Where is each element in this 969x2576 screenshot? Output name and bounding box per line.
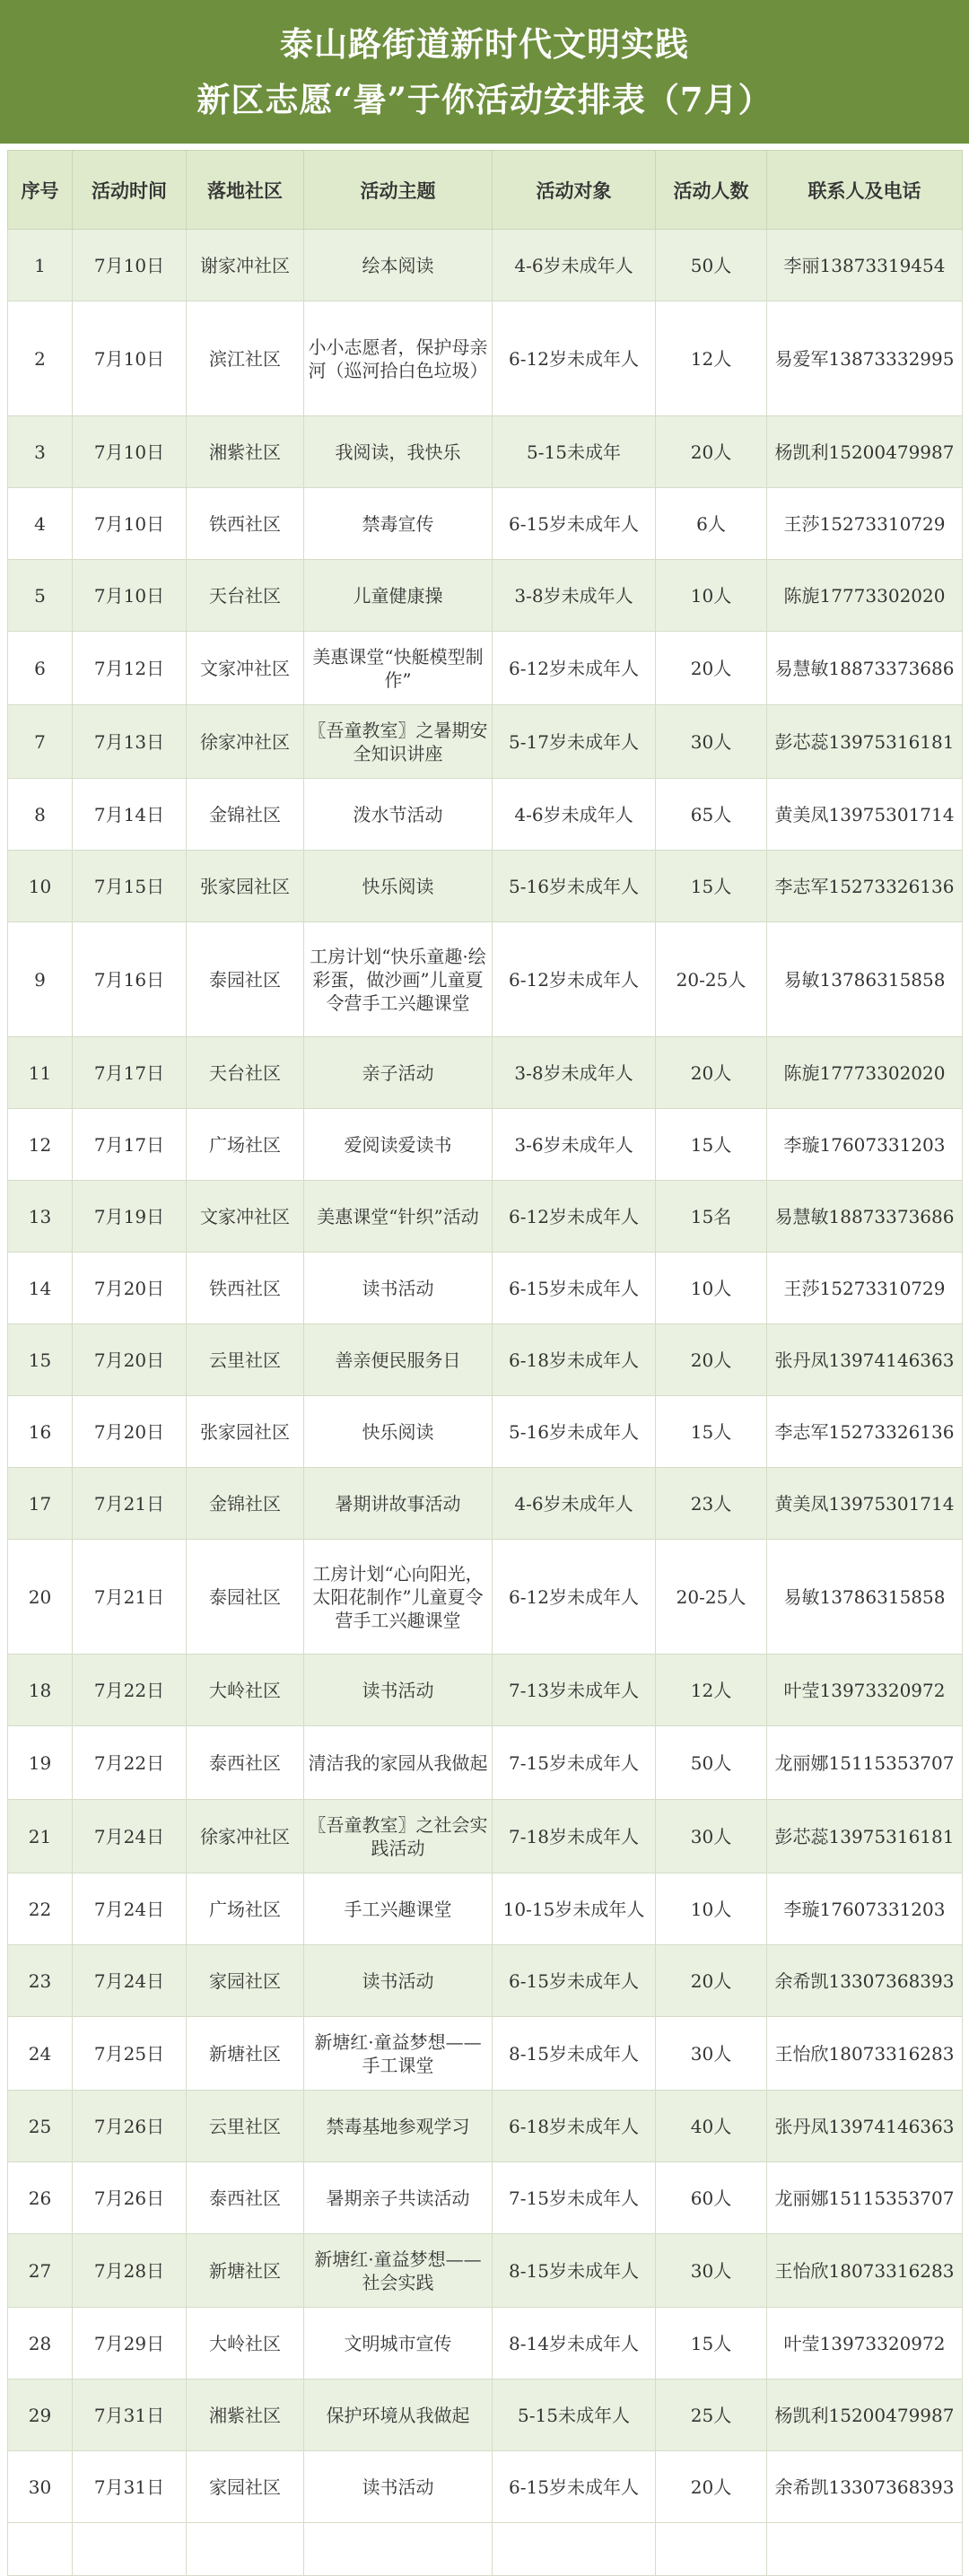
community-name: 天台社区 bbox=[187, 560, 304, 632]
activity-target: 3-8岁未成年人 bbox=[493, 1037, 656, 1109]
contact-info: 易慧敏18873373686 bbox=[767, 632, 963, 705]
activity-theme: 绘本阅读 bbox=[304, 230, 493, 301]
row-number: 7 bbox=[8, 705, 73, 779]
table-row bbox=[8, 2162, 963, 2234]
table-row bbox=[8, 2091, 963, 2162]
participant-count: 20人 bbox=[656, 1037, 767, 1109]
activity-target: 7-18岁未成年人 bbox=[493, 1800, 656, 1873]
contact-info: 龙丽娜15115353707 bbox=[767, 1726, 963, 1800]
contact-info: 易爱军13873332995 bbox=[767, 301, 963, 416]
activity-date: 7月29日 bbox=[73, 2308, 187, 2380]
activity-theme: 我阅读，我快乐 bbox=[304, 416, 493, 488]
table-row bbox=[8, 779, 963, 851]
participant-count: 40人 bbox=[656, 2091, 767, 2162]
table-row bbox=[8, 230, 963, 301]
contact-info: 王怡欣18073316283 bbox=[767, 2234, 963, 2308]
table-body bbox=[8, 230, 963, 2576]
activity-target: 6-18岁未成年人 bbox=[493, 1324, 656, 1396]
row-number: 24 bbox=[8, 2017, 73, 2091]
row-number: 13 bbox=[8, 1181, 73, 1253]
participant-count: 20人 bbox=[656, 2451, 767, 2523]
contact-info: 彭芯蕊13975316181 bbox=[767, 705, 963, 779]
participant-count: 65人 bbox=[656, 779, 767, 851]
participant-count: 30人 bbox=[656, 2017, 767, 2091]
activity-date: 7月17日 bbox=[73, 1037, 187, 1109]
row-number: 21 bbox=[8, 1800, 73, 1873]
contact-info: 王莎15273310729 bbox=[767, 488, 963, 560]
row-number: 12 bbox=[8, 1109, 73, 1181]
page-title: 泰山路街道新时代文明实践 bbox=[280, 24, 689, 64]
activity-target: 5-15未成年人 bbox=[493, 2380, 656, 2451]
table-row bbox=[8, 1324, 963, 1396]
row-number: 16 bbox=[8, 1396, 73, 1468]
participant-count: 12人 bbox=[656, 1655, 767, 1726]
activity-date: 7月24日 bbox=[73, 1945, 187, 2017]
activity-date: 7月20日 bbox=[73, 1324, 187, 1396]
activity-date: 7月22日 bbox=[73, 1726, 187, 1800]
participant-count: 20人 bbox=[656, 632, 767, 705]
activity-theme: 亲子活动 bbox=[304, 1037, 493, 1109]
table-row bbox=[8, 632, 963, 705]
empty-cell bbox=[73, 2523, 187, 2576]
community-name: 文家冲社区 bbox=[187, 1181, 304, 1253]
activity-date: 7月25日 bbox=[73, 2017, 187, 2091]
empty-cell bbox=[187, 2523, 304, 2576]
community-name: 家园社区 bbox=[187, 1945, 304, 2017]
column-header-no: 序号 bbox=[8, 151, 73, 230]
activity-date: 7月15日 bbox=[73, 851, 187, 922]
contact-info: 黄美凤13975301714 bbox=[767, 1468, 963, 1540]
participant-count: 15人 bbox=[656, 2308, 767, 2380]
participant-count: 10人 bbox=[656, 1873, 767, 1945]
participant-count: 50人 bbox=[656, 1726, 767, 1800]
table-row bbox=[8, 922, 963, 1037]
activity-date: 7月10日 bbox=[73, 230, 187, 301]
contact-info: 叶莹13973320972 bbox=[767, 1655, 963, 1726]
activity-theme: 文明城市宣传 bbox=[304, 2308, 493, 2380]
activity-target: 6-15岁未成年人 bbox=[493, 2451, 656, 2523]
table-row bbox=[8, 1873, 963, 1945]
row-number: 1 bbox=[8, 230, 73, 301]
activity-target: 7-15岁未成年人 bbox=[493, 1726, 656, 1800]
activity-theme: 快乐阅读 bbox=[304, 1396, 493, 1468]
table-row bbox=[8, 2451, 963, 2523]
participant-count: 20人 bbox=[656, 1324, 767, 1396]
table-row bbox=[8, 1181, 963, 1253]
activity-date: 7月14日 bbox=[73, 779, 187, 851]
contact-info: 王莎15273310729 bbox=[767, 1253, 963, 1324]
empty-cell bbox=[304, 2523, 493, 2576]
activity-date: 7月26日 bbox=[73, 2091, 187, 2162]
empty-cell bbox=[8, 2523, 73, 2576]
community-name: 湘紫社区 bbox=[187, 416, 304, 488]
table-row bbox=[8, 1253, 963, 1324]
column-header-date: 活动时间 bbox=[73, 151, 187, 230]
community-name: 新塘社区 bbox=[187, 2017, 304, 2091]
table-header-row bbox=[8, 151, 963, 230]
community-name: 云里社区 bbox=[187, 1324, 304, 1396]
activity-theme: 〖吾童教室〗之社会实践活动 bbox=[304, 1800, 493, 1873]
table-row bbox=[8, 560, 963, 632]
activity-theme: 工房计划“心向阳光，太阳花制作”儿童夏令营手工兴趣课堂 bbox=[304, 1540, 493, 1655]
row-number: 17 bbox=[8, 1468, 73, 1540]
row-number: 28 bbox=[8, 2308, 73, 2380]
row-number: 5 bbox=[8, 560, 73, 632]
row-number: 23 bbox=[8, 1945, 73, 2017]
row-number: 14 bbox=[8, 1253, 73, 1324]
row-number: 11 bbox=[8, 1037, 73, 1109]
participant-count: 20-25人 bbox=[656, 1540, 767, 1655]
row-number: 25 bbox=[8, 2091, 73, 2162]
community-name: 泰西社区 bbox=[187, 2162, 304, 2234]
community-name: 大岭社区 bbox=[187, 2308, 304, 2380]
activity-target: 6-18岁未成年人 bbox=[493, 2091, 656, 2162]
activity-date: 7月24日 bbox=[73, 1800, 187, 1873]
activity-theme: 快乐阅读 bbox=[304, 851, 493, 922]
community-name: 谢家冲社区 bbox=[187, 230, 304, 301]
participant-count: 60人 bbox=[656, 2162, 767, 2234]
community-name: 泰西社区 bbox=[187, 1726, 304, 1800]
activity-target: 8-14岁未成年人 bbox=[493, 2308, 656, 2380]
row-number: 8 bbox=[8, 779, 73, 851]
title-banner bbox=[0, 0, 969, 144]
community-name: 铁西社区 bbox=[187, 488, 304, 560]
participant-count: 6人 bbox=[656, 488, 767, 560]
community-name: 云里社区 bbox=[187, 2091, 304, 2162]
contact-info: 余希凯13307368393 bbox=[767, 1945, 963, 2017]
activity-theme: 工房计划“快乐童趣·绘彩蛋，做沙画”儿童夏令营手工兴趣课堂 bbox=[304, 922, 493, 1037]
column-header-count: 活动人数 bbox=[656, 151, 767, 230]
table-row bbox=[8, 851, 963, 922]
contact-info: 陈旎17773302020 bbox=[767, 560, 963, 632]
table-row bbox=[8, 1037, 963, 1109]
activity-target: 6-15岁未成年人 bbox=[493, 488, 656, 560]
activity-target: 8-15岁未成年人 bbox=[493, 2017, 656, 2091]
activity-date: 7月26日 bbox=[73, 2162, 187, 2234]
community-name: 滨江社区 bbox=[187, 301, 304, 416]
activity-target: 5-17岁未成年人 bbox=[493, 705, 656, 779]
activity-theme: 爱阅读爱读书 bbox=[304, 1109, 493, 1181]
table-row bbox=[8, 416, 963, 488]
row-number: 18 bbox=[8, 1655, 73, 1726]
row-number: 2 bbox=[8, 301, 73, 416]
activity-target: 5-16岁未成年人 bbox=[493, 851, 656, 922]
activity-date: 7月10日 bbox=[73, 488, 187, 560]
table-row bbox=[8, 1396, 963, 1468]
community-name: 金锦社区 bbox=[187, 1468, 304, 1540]
row-number: 10 bbox=[8, 851, 73, 922]
column-header-community: 落地社区 bbox=[187, 151, 304, 230]
table-row bbox=[8, 1945, 963, 2017]
activity-date: 7月22日 bbox=[73, 1655, 187, 1726]
activity-target: 3-8岁未成年人 bbox=[493, 560, 656, 632]
activity-theme: 清洁我的家园从我做起 bbox=[304, 1726, 493, 1800]
contact-info: 易敏13786315858 bbox=[767, 1540, 963, 1655]
row-number: 9 bbox=[8, 922, 73, 1037]
page-subtitle: 新区志愿“暑”于你活动安排表（7月） bbox=[196, 80, 773, 119]
table-row bbox=[8, 1655, 963, 1726]
participant-count: 10人 bbox=[656, 560, 767, 632]
community-name: 张家园社区 bbox=[187, 1396, 304, 1468]
community-name: 文家冲社区 bbox=[187, 632, 304, 705]
activity-target: 5-16岁未成年人 bbox=[493, 1396, 656, 1468]
activity-date: 7月10日 bbox=[73, 301, 187, 416]
contact-info: 易慧敏18873373686 bbox=[767, 1181, 963, 1253]
activity-theme: 禁毒宣传 bbox=[304, 488, 493, 560]
participant-count: 15名 bbox=[656, 1181, 767, 1253]
activity-theme: 儿童健康操 bbox=[304, 560, 493, 632]
activity-target: 8-15岁未成年人 bbox=[493, 2234, 656, 2308]
contact-info: 彭芯蕊13975316181 bbox=[767, 1800, 963, 1873]
community-name: 泰园社区 bbox=[187, 922, 304, 1037]
contact-info: 王怡欣18073316283 bbox=[767, 2017, 963, 2091]
column-header-theme: 活动主题 bbox=[304, 151, 493, 230]
participant-count: 20-25人 bbox=[656, 922, 767, 1037]
participant-count: 12人 bbox=[656, 301, 767, 416]
contact-info: 余希凯13307368393 bbox=[767, 2451, 963, 2523]
contact-info: 李璇17607331203 bbox=[767, 1109, 963, 1181]
contact-info: 杨凯利15200479987 bbox=[767, 416, 963, 488]
activity-theme: 读书活动 bbox=[304, 1945, 493, 2017]
activity-date: 7月21日 bbox=[73, 1540, 187, 1655]
table-row bbox=[8, 1109, 963, 1181]
row-number: 30 bbox=[8, 2451, 73, 2523]
activity-date: 7月24日 bbox=[73, 1873, 187, 1945]
activity-date: 7月19日 bbox=[73, 1181, 187, 1253]
row-number: 15 bbox=[8, 1324, 73, 1396]
activity-date: 7月16日 bbox=[73, 922, 187, 1037]
community-name: 湘紫社区 bbox=[187, 2380, 304, 2451]
community-name: 铁西社区 bbox=[187, 1253, 304, 1324]
community-name: 广场社区 bbox=[187, 1109, 304, 1181]
activity-target: 5-15未成年 bbox=[493, 416, 656, 488]
community-name: 泰园社区 bbox=[187, 1540, 304, 1655]
table-row bbox=[8, 2380, 963, 2451]
table-row bbox=[8, 1800, 963, 1873]
activity-date: 7月31日 bbox=[73, 2451, 187, 2523]
activity-target: 6-12岁未成年人 bbox=[493, 301, 656, 416]
empty-cell bbox=[656, 2523, 767, 2576]
activity-target: 10-15岁未成年人 bbox=[493, 1873, 656, 1945]
column-header-contact: 联系人及电话 bbox=[767, 151, 963, 230]
table-row bbox=[8, 301, 963, 416]
table-row bbox=[8, 2017, 963, 2091]
contact-info: 张丹凤13974146363 bbox=[767, 1324, 963, 1396]
activity-target: 6-12岁未成年人 bbox=[493, 1540, 656, 1655]
participant-count: 20人 bbox=[656, 416, 767, 488]
participant-count: 15人 bbox=[656, 1396, 767, 1468]
activity-theme: 读书活动 bbox=[304, 1655, 493, 1726]
contact-info: 黄美凤13975301714 bbox=[767, 779, 963, 851]
row-number: 20 bbox=[8, 1540, 73, 1655]
community-name: 大岭社区 bbox=[187, 1655, 304, 1726]
participant-count: 15人 bbox=[656, 1109, 767, 1181]
table-row bbox=[8, 1726, 963, 1800]
participant-count: 20人 bbox=[656, 1945, 767, 2017]
activity-target: 4-6岁未成年人 bbox=[493, 230, 656, 301]
activity-theme: 美惠课堂“针织”活动 bbox=[304, 1181, 493, 1253]
activity-theme: 禁毒基地参观学习 bbox=[304, 2091, 493, 2162]
contact-info: 李丽13873319454 bbox=[767, 230, 963, 301]
activity-theme: 善亲便民服务日 bbox=[304, 1324, 493, 1396]
activity-target: 4-6岁未成年人 bbox=[493, 1468, 656, 1540]
activity-date: 7月17日 bbox=[73, 1109, 187, 1181]
activity-theme: 美惠课堂“快艇模型制作” bbox=[304, 632, 493, 705]
contact-info: 杨凯利15200479987 bbox=[767, 2380, 963, 2451]
community-name: 徐家冲社区 bbox=[187, 1800, 304, 1873]
activity-theme: 读书活动 bbox=[304, 2451, 493, 2523]
row-number: 27 bbox=[8, 2234, 73, 2308]
empty-cell bbox=[767, 2523, 963, 2576]
participant-count: 50人 bbox=[656, 230, 767, 301]
table-empty-row bbox=[8, 2523, 963, 2576]
participant-count: 25人 bbox=[656, 2380, 767, 2451]
contact-info: 李志军15273326136 bbox=[767, 1396, 963, 1468]
row-number: 19 bbox=[8, 1726, 73, 1800]
contact-info: 龙丽娜15115353707 bbox=[767, 2162, 963, 2234]
activity-date: 7月21日 bbox=[73, 1468, 187, 1540]
activity-schedule-table bbox=[7, 150, 963, 2576]
activity-target: 6-12岁未成年人 bbox=[493, 922, 656, 1037]
activity-date: 7月20日 bbox=[73, 1396, 187, 1468]
community-name: 徐家冲社区 bbox=[187, 705, 304, 779]
activity-target: 6-12岁未成年人 bbox=[493, 1181, 656, 1253]
contact-info: 李璇17607331203 bbox=[767, 1873, 963, 1945]
activity-date: 7月28日 bbox=[73, 2234, 187, 2308]
activity-theme: 暑期亲子共读活动 bbox=[304, 2162, 493, 2234]
participant-count: 30人 bbox=[656, 2234, 767, 2308]
activity-target: 6-15岁未成年人 bbox=[493, 1253, 656, 1324]
activity-theme: 手工兴趣课堂 bbox=[304, 1873, 493, 1945]
row-number: 6 bbox=[8, 632, 73, 705]
row-number: 26 bbox=[8, 2162, 73, 2234]
table-row bbox=[8, 2234, 963, 2308]
activity-date: 7月12日 bbox=[73, 632, 187, 705]
column-header-target: 活动对象 bbox=[493, 151, 656, 230]
contact-info: 李志军15273326136 bbox=[767, 851, 963, 922]
participant-count: 23人 bbox=[656, 1468, 767, 1540]
table-row bbox=[8, 1468, 963, 1540]
activity-theme: 保护环境从我做起 bbox=[304, 2380, 493, 2451]
row-number: 22 bbox=[8, 1873, 73, 1945]
community-name: 天台社区 bbox=[187, 1037, 304, 1109]
activity-theme: 新塘红·童益梦想——手工课堂 bbox=[304, 2017, 493, 2091]
activity-date: 7月10日 bbox=[73, 560, 187, 632]
participant-count: 15人 bbox=[656, 851, 767, 922]
activity-date: 7月31日 bbox=[73, 2380, 187, 2451]
table-row bbox=[8, 1540, 963, 1655]
activity-theme: 小小志愿者，保护母亲河（巡河拾白色垃圾） bbox=[304, 301, 493, 416]
activity-date: 7月20日 bbox=[73, 1253, 187, 1324]
row-number: 3 bbox=[8, 416, 73, 488]
activity-target: 7-13岁未成年人 bbox=[493, 1655, 656, 1726]
participant-count: 10人 bbox=[656, 1253, 767, 1324]
community-name: 金锦社区 bbox=[187, 779, 304, 851]
activity-theme: 泼水节活动 bbox=[304, 779, 493, 851]
activity-date: 7月13日 bbox=[73, 705, 187, 779]
row-number: 29 bbox=[8, 2380, 73, 2451]
participant-count: 30人 bbox=[656, 1800, 767, 1873]
table-row bbox=[8, 2308, 963, 2380]
table-row bbox=[8, 705, 963, 779]
community-name: 广场社区 bbox=[187, 1873, 304, 1945]
community-name: 家园社区 bbox=[187, 2451, 304, 2523]
activity-theme: 〖吾童教室〗之暑期安全知识讲座 bbox=[304, 705, 493, 779]
contact-info: 张丹凤13974146363 bbox=[767, 2091, 963, 2162]
activity-target: 7-15岁未成年人 bbox=[493, 2162, 656, 2234]
row-number: 4 bbox=[8, 488, 73, 560]
activity-theme: 读书活动 bbox=[304, 1253, 493, 1324]
contact-info: 叶莹13973320972 bbox=[767, 2308, 963, 2380]
activity-theme: 暑期讲故事活动 bbox=[304, 1468, 493, 1540]
activity-target: 6-15岁未成年人 bbox=[493, 1945, 656, 2017]
activity-date: 7月10日 bbox=[73, 416, 187, 488]
activity-target: 6-12岁未成年人 bbox=[493, 632, 656, 705]
activity-target: 3-6岁未成年人 bbox=[493, 1109, 656, 1181]
contact-info: 易敏13786315858 bbox=[767, 922, 963, 1037]
contact-info: 陈旎17773302020 bbox=[767, 1037, 963, 1109]
community-name: 新塘社区 bbox=[187, 2234, 304, 2308]
empty-cell bbox=[493, 2523, 656, 2576]
community-name: 张家园社区 bbox=[187, 851, 304, 922]
activity-target: 4-6岁未成年人 bbox=[493, 779, 656, 851]
table-row bbox=[8, 488, 963, 560]
participant-count: 30人 bbox=[656, 705, 767, 779]
activity-theme: 新塘红·童益梦想——社会实践 bbox=[304, 2234, 493, 2308]
